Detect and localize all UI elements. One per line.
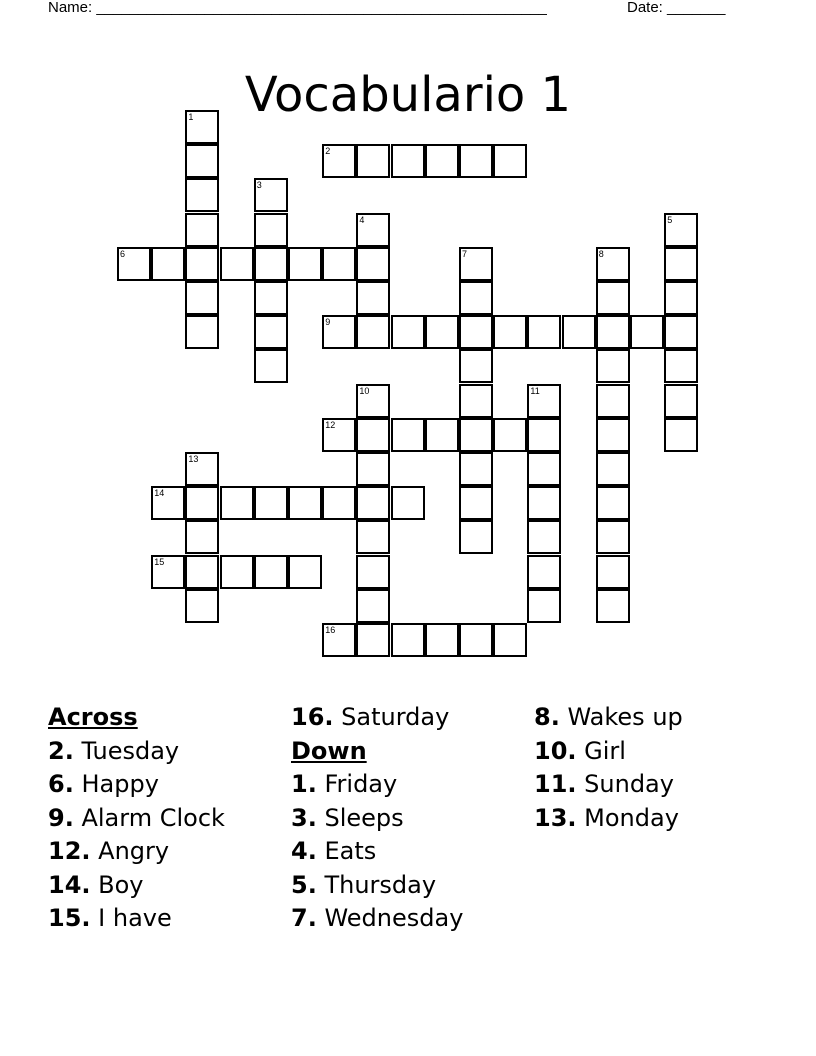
- grid-cell[interactable]: [459, 315, 493, 349]
- clue-number: 3: [256, 180, 262, 191]
- clue-item-number: 13.: [534, 803, 577, 832]
- grid-cell[interactable]: [527, 384, 561, 418]
- clue-item: [291, 701, 463, 735]
- grid-cell[interactable]: [220, 247, 254, 281]
- grid-cell[interactable]: [459, 144, 493, 178]
- grid-cell[interactable]: [322, 486, 356, 520]
- grid-cell[interactable]: [356, 486, 390, 520]
- clue-number: 14: [154, 488, 165, 499]
- grid-cell[interactable]: [322, 247, 356, 281]
- clue-item-text: Sunday: [584, 770, 674, 798]
- grid-cell[interactable]: [356, 418, 390, 452]
- clue-item-text: I have: [98, 904, 172, 932]
- grid-cell[interactable]: [425, 623, 459, 657]
- clue-item-text: Saturday: [341, 703, 450, 731]
- clue-number: 16: [325, 625, 336, 635]
- clue-item-number: 3.: [291, 803, 317, 832]
- grid-cell[interactable]: [356, 384, 390, 418]
- grid-cell[interactable]: [185, 555, 219, 589]
- clue-number: 12: [325, 419, 336, 430]
- clue-item-number: 9.: [48, 803, 74, 832]
- grid-cell[interactable]: [459, 623, 493, 657]
- grid-cell[interactable]: [493, 418, 527, 452]
- grid-cell[interactable]: [664, 418, 698, 452]
- grid-cell[interactable]: [596, 349, 630, 383]
- clue-item-text: Thursday: [324, 870, 437, 899]
- grid-cell[interactable]: [527, 486, 561, 520]
- grid-cell[interactable]: [527, 555, 561, 589]
- clue-item: [48, 768, 225, 802]
- grid-cell[interactable]: [151, 247, 185, 281]
- grid-cell[interactable]: [288, 247, 322, 281]
- clue-item-text: Wednesday: [324, 904, 464, 932]
- clue-item-text: Alarm Clock: [81, 803, 225, 832]
- clue-item: [48, 902, 225, 936]
- clue-item-number: 4.: [291, 837, 317, 865]
- grid-cell[interactable]: [596, 247, 630, 281]
- clue-number: 13: [188, 454, 199, 464]
- clue-column-3: [534, 701, 683, 835]
- grid-cell[interactable]: [391, 418, 425, 452]
- clue-number: 4: [359, 214, 365, 225]
- grid-cell[interactable]: [151, 555, 185, 589]
- clue-item-text: Wakes up: [567, 703, 683, 731]
- grid-cell[interactable]: [288, 486, 322, 520]
- clue-item: [534, 802, 683, 836]
- grid-cell[interactable]: [459, 486, 493, 520]
- grid-cell[interactable]: [254, 247, 288, 281]
- clue-number: 5: [667, 214, 673, 225]
- puzzle-title: Vocabulario 1: [244, 67, 572, 124]
- grid-cell[interactable]: [322, 623, 356, 657]
- grid-cell[interactable]: [459, 281, 493, 315]
- clue-item-text: Monday: [584, 803, 679, 832]
- clue-item-number: 11.: [534, 770, 577, 798]
- grid-cell[interactable]: [185, 213, 219, 247]
- clue-number: 7: [462, 248, 468, 259]
- clue-item: [48, 869, 225, 903]
- grid-cell[interactable]: [185, 178, 219, 212]
- clue-item: [291, 802, 463, 836]
- grid-cell[interactable]: [322, 315, 356, 349]
- clue-number: 9: [325, 317, 331, 328]
- grid-cell[interactable]: [596, 452, 630, 486]
- grid-cell[interactable]: [664, 213, 698, 247]
- clue-number: 11: [530, 385, 540, 396]
- clue-item-text: Angry: [98, 837, 170, 865]
- grid-cell[interactable]: [185, 315, 219, 349]
- grid-cell[interactable]: [254, 486, 288, 520]
- clue-item-text: Happy: [81, 770, 159, 798]
- grid-cell[interactable]: [493, 623, 527, 657]
- grid-cell[interactable]: [664, 281, 698, 315]
- clue-item: [534, 768, 683, 802]
- grid-cell[interactable]: [596, 589, 630, 623]
- grid-cell[interactable]: [117, 247, 151, 281]
- grid-cell[interactable]: [459, 418, 493, 452]
- grid-cell[interactable]: [356, 281, 390, 315]
- clue-item-text: Sleeps: [324, 803, 404, 832]
- grid-cell[interactable]: [596, 486, 630, 520]
- clue-item-number: 5.: [291, 870, 317, 899]
- grid-cell[interactable]: [527, 418, 561, 452]
- grid-cell[interactable]: [322, 144, 356, 178]
- clue-item: [291, 869, 463, 903]
- grid-cell[interactable]: [630, 315, 664, 349]
- grid-cell[interactable]: [596, 555, 630, 589]
- grid-cell[interactable]: [596, 315, 630, 349]
- grid-cell[interactable]: [459, 349, 493, 383]
- clue-item: [48, 735, 225, 769]
- clue-item-number: 10.: [534, 736, 577, 765]
- grid-cell[interactable]: [493, 144, 527, 178]
- clue-number: 10: [359, 385, 370, 396]
- grid-cell[interactable]: [185, 520, 219, 554]
- grid-cell[interactable]: [254, 315, 288, 349]
- grid-cell[interactable]: [596, 384, 630, 418]
- clue-item: [291, 768, 463, 802]
- clue-item-number: 7.: [291, 904, 317, 932]
- grid-cell[interactable]: [562, 315, 596, 349]
- grid-cell[interactable]: [493, 315, 527, 349]
- grid-cell[interactable]: [596, 520, 630, 554]
- grid-cell[interactable]: [391, 144, 425, 178]
- grid-cell[interactable]: [527, 452, 561, 486]
- clue-section-heading: Across: [48, 703, 138, 731]
- grid-cell[interactable]: [425, 315, 459, 349]
- clue-number: 6: [120, 248, 126, 259]
- clue-number: 8: [598, 248, 604, 259]
- grid-cell[interactable]: [220, 555, 254, 589]
- clue-item-number: 8.: [534, 703, 560, 731]
- grid-cell[interactable]: [356, 520, 390, 554]
- grid-cell[interactable]: [185, 247, 219, 281]
- grid-cell[interactable]: [185, 144, 219, 178]
- clue-item: [534, 735, 683, 769]
- clue-item-text: Girl: [584, 736, 626, 765]
- clue-item: [48, 802, 225, 836]
- clue-section-heading: Down: [291, 736, 367, 765]
- grid-cell[interactable]: [356, 452, 390, 486]
- grid-cell[interactable]: [356, 247, 390, 281]
- clue-item: [291, 902, 463, 936]
- clue-item-number: 6.: [48, 770, 74, 798]
- clue-item-text: Eats: [324, 837, 377, 865]
- grid-cell[interactable]: [254, 178, 288, 212]
- grid-cell[interactable]: [356, 144, 390, 178]
- grid-cell[interactable]: [459, 520, 493, 554]
- grid-cell[interactable]: [459, 452, 493, 486]
- clue-number: 15: [154, 556, 165, 567]
- grid-cell[interactable]: [527, 315, 561, 349]
- grid-cell[interactable]: [596, 281, 630, 315]
- clue-item: [291, 835, 463, 869]
- grid-cell[interactable]: [391, 315, 425, 349]
- grid-cell[interactable]: [527, 589, 561, 623]
- grid-cell[interactable]: [596, 418, 630, 452]
- clue-item-number: 14.: [48, 870, 91, 899]
- grid-cell[interactable]: [254, 555, 288, 589]
- grid-cell[interactable]: [391, 623, 425, 657]
- grid-cell[interactable]: [254, 281, 288, 315]
- grid-cell[interactable]: [356, 589, 390, 623]
- clue-number: 2: [325, 146, 331, 157]
- grid-cell[interactable]: [664, 247, 698, 281]
- clue-item-number: 15.: [48, 904, 91, 932]
- grid-cell[interactable]: [151, 486, 185, 520]
- grid-cell[interactable]: [185, 589, 219, 623]
- grid-cell[interactable]: [220, 486, 254, 520]
- grid-cell[interactable]: [356, 623, 390, 657]
- grid-cell[interactable]: [185, 452, 219, 486]
- grid-cell[interactable]: [356, 315, 390, 349]
- clue-item: [534, 701, 683, 735]
- grid-cell[interactable]: [254, 213, 288, 247]
- clue-item-text: Friday: [324, 770, 398, 798]
- grid-cell[interactable]: [459, 384, 493, 418]
- grid-cell[interactable]: [664, 384, 698, 418]
- clue-item: [48, 835, 225, 869]
- grid-cell[interactable]: [664, 349, 698, 383]
- clue-column-2: [291, 701, 463, 936]
- grid-cell[interactable]: [664, 315, 698, 349]
- grid-cell[interactable]: [356, 213, 390, 247]
- clue-item-number: 12.: [48, 837, 91, 865]
- grid-cell[interactable]: [356, 555, 390, 589]
- date-field[interactable]: Date: _______: [627, 0, 726, 16]
- grid-cell[interactable]: [425, 418, 459, 452]
- clue-number: 1: [188, 112, 194, 122]
- clue-item-number: 2.: [48, 736, 74, 765]
- clue-item-text: Tuesday: [81, 736, 180, 765]
- grid-cell[interactable]: [527, 520, 561, 554]
- clue-column-1: [48, 701, 225, 936]
- grid-cell[interactable]: [391, 486, 425, 520]
- grid-cell[interactable]: [185, 110, 219, 144]
- clue-item-number: 16.: [291, 703, 334, 731]
- clue-item-number: 1.: [291, 770, 317, 798]
- clue-item-text: Boy: [98, 870, 144, 899]
- grid-cell[interactable]: [459, 247, 493, 281]
- grid-cell[interactable]: [425, 144, 459, 178]
- name-field[interactable]: Name: ______________________________________________________: [48, 0, 547, 16]
- grid-cell[interactable]: [185, 486, 219, 520]
- grid-cell[interactable]: [322, 418, 356, 452]
- grid-cell[interactable]: [185, 281, 219, 315]
- grid-cell[interactable]: [254, 349, 288, 383]
- grid-cell[interactable]: [288, 555, 322, 589]
